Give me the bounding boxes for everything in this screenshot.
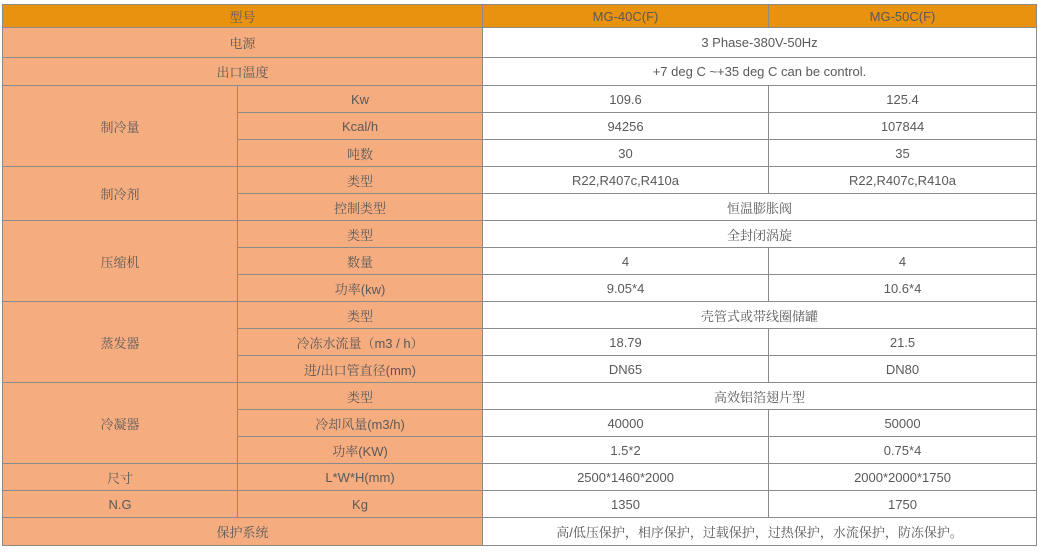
spec-label-cell: 类型	[238, 302, 483, 329]
spec-label-cell: 类型	[238, 167, 483, 194]
spec-value-cell: 125.4	[769, 86, 1037, 113]
spec-label-cell: Kg	[238, 491, 483, 518]
spec-label-cell: 电源	[3, 28, 483, 58]
spec-table-body	[3, 5, 1037, 546]
group-label-cell: 蒸发器	[3, 302, 238, 383]
table-row	[3, 464, 1037, 491]
spec-value-cell: 高/低压保护，相序保护，过载保护，过热保护，水流保护，防冻保护。	[483, 518, 1037, 546]
spec-value-cell: 9.05*4	[483, 275, 769, 302]
spec-value-cell: 高效铝箔翅片型	[483, 383, 1037, 410]
spec-label-cell: 进/出口管直径(mm)	[238, 356, 483, 383]
spec-value-cell: 107844	[769, 113, 1037, 140]
table-row	[3, 58, 1037, 86]
model-name-cell: MG-50C(F)	[769, 5, 1037, 28]
spec-value-cell: 2500*1460*2000	[483, 464, 769, 491]
table-row	[3, 221, 1037, 248]
spec-value-cell: 94256	[483, 113, 769, 140]
table-row	[3, 28, 1037, 58]
table-row	[3, 383, 1037, 410]
spec-value-cell: 恒温膨胀阀	[483, 194, 1037, 221]
spec-table	[2, 4, 1037, 546]
spec-value-cell: 18.79	[483, 329, 769, 356]
table-row	[3, 518, 1037, 546]
spec-label-cell: Kw	[238, 86, 483, 113]
spec-value-cell: 50000	[769, 410, 1037, 437]
spec-value-cell: 10.6*4	[769, 275, 1037, 302]
spec-value-cell: +7 deg C ~+35 deg C can be control.	[483, 58, 1037, 86]
spec-label-cell: Kcal/h	[238, 113, 483, 140]
spec-label-cell: 类型	[238, 383, 483, 410]
spec-value-cell: 0.75*4	[769, 437, 1037, 464]
spec-value-cell: 21.5	[769, 329, 1037, 356]
spec-label-cell: 尺寸	[3, 464, 238, 491]
spec-label-cell: 出口温度	[3, 58, 483, 86]
spec-label-cell: 吨数	[238, 140, 483, 167]
group-label-cell: 冷凝器	[3, 383, 238, 464]
spec-label-cell: 冷冻水流量（m3 / h）	[238, 329, 483, 356]
spec-value-cell: 4	[769, 248, 1037, 275]
spec-label-cell: 保护系统	[3, 518, 483, 546]
spec-label-cell: L*W*H(mm)	[238, 464, 483, 491]
table-row	[3, 86, 1037, 113]
table-row	[3, 167, 1037, 194]
spec-value-cell: 35	[769, 140, 1037, 167]
table-row	[3, 491, 1037, 518]
spec-value-cell: 1.5*2	[483, 437, 769, 464]
spec-label-cell: 冷却风量(m3/h)	[238, 410, 483, 437]
spec-label-cell: 功率(kw)	[238, 275, 483, 302]
spec-label-cell: 控制类型	[238, 194, 483, 221]
spec-value-cell: 1350	[483, 491, 769, 518]
spec-value-cell: 109.6	[483, 86, 769, 113]
spec-value-cell: 1750	[769, 491, 1037, 518]
model-name-cell: MG-40C(F)	[483, 5, 769, 28]
group-label-cell: 压缩机	[3, 221, 238, 302]
model-header-cell: 型号	[3, 5, 483, 28]
spec-label-cell: 数量	[238, 248, 483, 275]
spec-label-cell: N.G	[3, 491, 238, 518]
spec-value-cell: 4	[483, 248, 769, 275]
spec-value-cell: R22,R407c,R410a	[483, 167, 769, 194]
spec-value-cell: 2000*2000*1750	[769, 464, 1037, 491]
table-row	[3, 302, 1037, 329]
group-label-cell: 制冷量	[3, 86, 238, 167]
spec-value-cell: 壳管式或带线圈储罐	[483, 302, 1037, 329]
spec-value-cell: 全封闭涡旋	[483, 221, 1037, 248]
spec-label-cell: 功率(KW)	[238, 437, 483, 464]
spec-label-cell: 类型	[238, 221, 483, 248]
table-row	[3, 5, 1037, 28]
spec-value-cell: 3 Phase-380V-50Hz	[483, 28, 1037, 58]
spec-value-cell: 40000	[483, 410, 769, 437]
spec-value-cell: R22,R407c,R410a	[769, 167, 1037, 194]
spec-value-cell: DN65	[483, 356, 769, 383]
spec-value-cell: 30	[483, 140, 769, 167]
spec-value-cell: DN80	[769, 356, 1037, 383]
group-label-cell: 制冷剂	[3, 167, 238, 221]
